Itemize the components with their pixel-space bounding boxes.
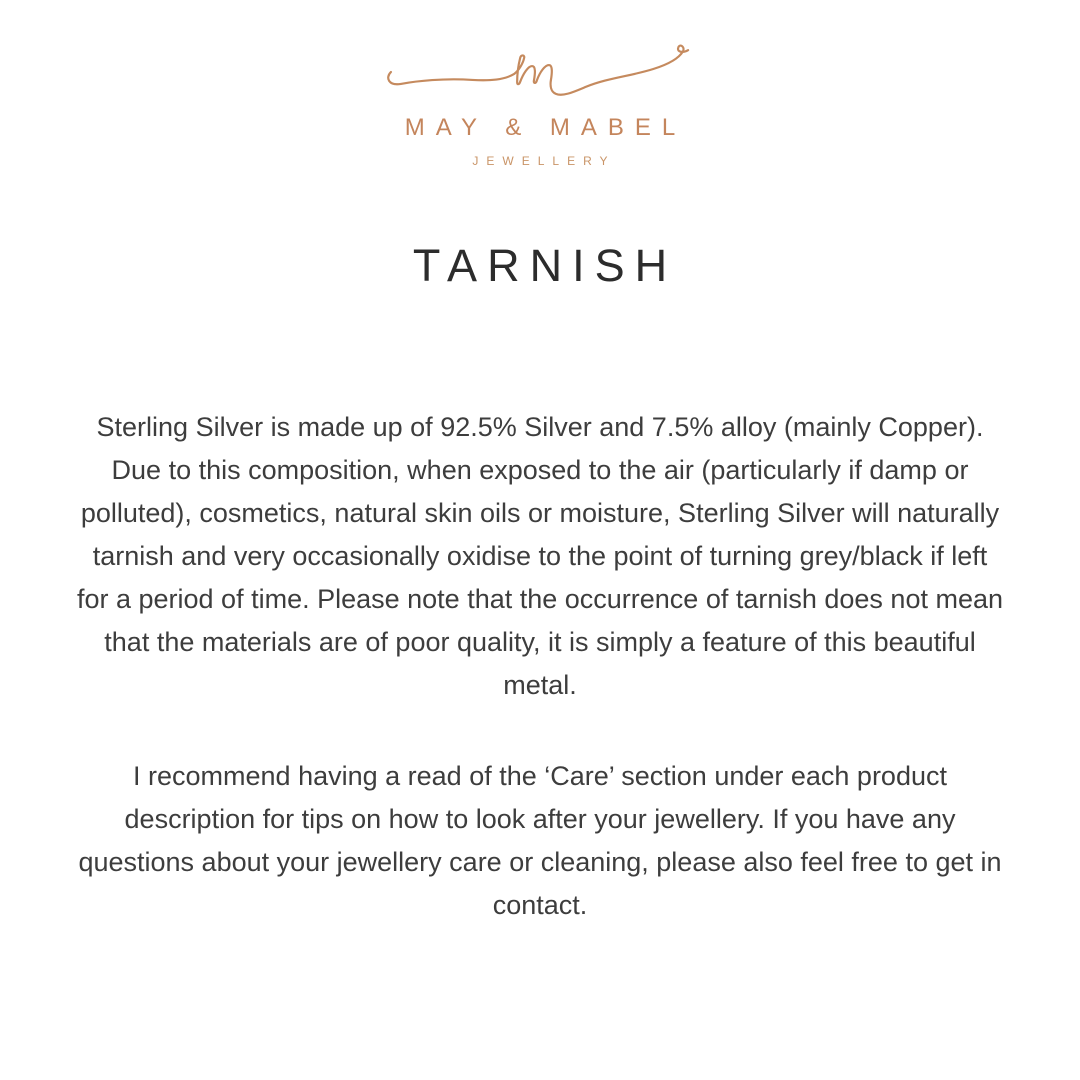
page-title: TARNISH: [412, 240, 678, 291]
paragraph-tarnish-info: Sterling Silver is made up of 92.5% Silver and 7.5% alloy (mainly Copper). Due to this composition, when exposed to the air (particularly if damp or polluted), cosmetics, natural skin oils or moisture, Sterling Silver will naturally tarnish and very occasionally oxidise to the point of turning grey/black if left for a period of time. Please note that the occurrence of tarnish does not mean that the materials are of poor quality, it is simply a feature of this beautiful metal.: [76, 412, 1004, 701]
paragraph-care-recommendation: I recommend having a read of the ‘Care’ section under each product description for tips on how to look after your jewellery. If you have any questions about your jewellery care or cleaning, please also feel free to get in contact.: [78, 761, 1002, 921]
brand-logo: [381, 34, 699, 168]
script-m-flourish-icon: [381, 34, 699, 110]
brand-tagline: JEWELLERY: [472, 154, 616, 168]
brand-name: MAY & MABEL: [404, 114, 687, 141]
body-copy: [75, 406, 1005, 927]
